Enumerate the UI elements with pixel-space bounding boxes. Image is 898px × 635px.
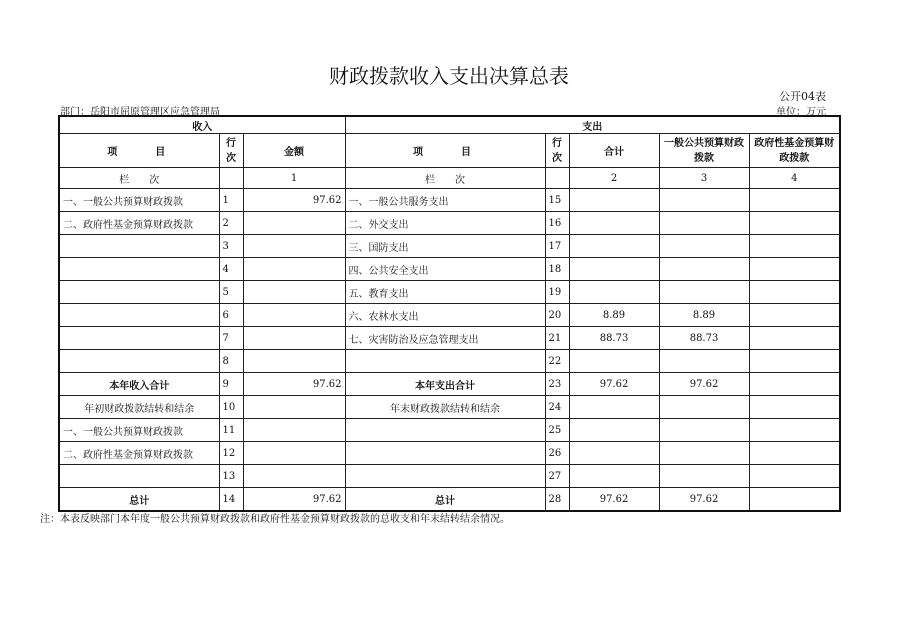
expense-item-cell: 四、公共安全支出	[345, 258, 545, 281]
gov-fund-cell	[749, 327, 840, 350]
gov-fund-cell	[749, 488, 840, 512]
expense-line-no-cell: 15	[545, 189, 569, 212]
expense-line-no-cell: 17	[545, 235, 569, 258]
expense-item-cell: 三、国防支出	[345, 235, 545, 258]
income-header: 收入	[59, 116, 345, 134]
expense-header: 支出	[345, 116, 840, 134]
income-amount-cell	[243, 396, 345, 419]
report-title: 财政拨款收入支出决算总表	[329, 64, 569, 88]
expense-item-cell: 总计	[345, 488, 545, 512]
expense-total-header: 合计	[569, 134, 659, 168]
expense-total-cell	[569, 419, 659, 442]
income-line-no-cell: 2	[219, 212, 243, 235]
expense-line-no-cell: 24	[545, 396, 569, 419]
expense-total-cell: 97.62	[569, 488, 659, 512]
table-row	[59, 419, 840, 442]
table-row	[59, 235, 840, 258]
income-amount-cell	[243, 350, 345, 373]
gov-fund-cell	[749, 373, 840, 396]
income-amount-cell	[243, 419, 345, 442]
income-amount-cell	[243, 212, 345, 235]
income-line-no-cell: 5	[219, 281, 243, 304]
income-line-no-cell: 6	[219, 304, 243, 327]
table-row	[59, 442, 840, 465]
income-amount-cell	[243, 281, 345, 304]
general-budget-header: 一般公共预算财政拨款	[659, 134, 749, 168]
gov-fund-header: 政府性基金预算财政拨款	[749, 134, 840, 168]
expense-item-cell: 五、教育支出	[345, 281, 545, 304]
income-line-no-cell: 10	[219, 396, 243, 419]
income-item-cell	[59, 350, 219, 373]
expense-line-no-cell: 19	[545, 281, 569, 304]
column-label: 栏 次	[345, 168, 545, 189]
income-amount-header: 金额	[243, 134, 345, 168]
table-row	[59, 304, 840, 327]
expense-line-no-cell: 18	[545, 258, 569, 281]
expense-total-cell: 88.73	[569, 327, 659, 350]
expense-total-cell	[569, 281, 659, 304]
income-item-cell: 总计	[59, 488, 219, 512]
gov-fund-cell	[749, 419, 840, 442]
table-row	[59, 327, 840, 350]
gov-fund-cell	[749, 465, 840, 488]
income-item-cell	[59, 327, 219, 350]
expense-total-cell	[569, 396, 659, 419]
gov-fund-cell	[749, 442, 840, 465]
expense-total-cell	[569, 212, 659, 235]
expense-line-no-cell: 26	[545, 442, 569, 465]
expense-total-cell	[569, 465, 659, 488]
income-line-no-cell: 14	[219, 488, 243, 512]
table-row	[59, 373, 840, 396]
general-budget-cell	[659, 281, 749, 304]
expense-total-cell	[569, 189, 659, 212]
general-budget-cell	[659, 350, 749, 373]
general-budget-cell	[659, 189, 749, 212]
income-amount-cell	[243, 258, 345, 281]
general-budget-cell: 97.62	[659, 373, 749, 396]
gov-fund-cell	[749, 258, 840, 281]
gov-fund-cell	[749, 304, 840, 327]
income-line-no-cell: 3	[219, 235, 243, 258]
footnote: 注：本表反映部门本年度一般公共预算财政拨款和政府性基金预算财政拨款的总收支和年末结转结余情况。	[40, 514, 510, 525]
expense-total-cell: 97.62	[569, 373, 659, 396]
general-budget-cell	[659, 212, 749, 235]
expense-item-cell	[345, 419, 545, 442]
table-row	[59, 396, 840, 419]
gov-fund-cell	[749, 350, 840, 373]
general-budget-cell	[659, 419, 749, 442]
form-number: 公开04表	[779, 90, 826, 103]
expense-item-header: 项 目	[345, 134, 545, 168]
income-line-no-cell: 11	[219, 419, 243, 442]
expense-item-cell	[345, 350, 545, 373]
unit-label: 单位：万元	[776, 107, 826, 118]
column-number-3: 3	[659, 168, 749, 189]
column-number-1: 1	[243, 168, 345, 189]
expense-line-no-cell: 21	[545, 327, 569, 350]
income-amount-cell: 97.62	[243, 373, 345, 396]
gov-fund-cell	[749, 281, 840, 304]
gov-fund-cell	[749, 189, 840, 212]
expense-item-cell: 六、农林水支出	[345, 304, 545, 327]
income-line-no-cell: 12	[219, 442, 243, 465]
general-budget-cell	[659, 465, 749, 488]
table-row	[59, 350, 840, 373]
expense-total-cell	[569, 258, 659, 281]
income-amount-cell	[243, 465, 345, 488]
expense-item-cell: 七、灾害防治及应急管理支出	[345, 327, 545, 350]
income-item-cell: 本年收入合计	[59, 373, 219, 396]
income-item-cell: 年初财政拨款结转和结余	[59, 396, 219, 419]
general-budget-cell	[659, 235, 749, 258]
income-item-cell: 一、一般公共预算财政拨款	[59, 419, 219, 442]
general-budget-cell: 97.62	[659, 488, 749, 512]
income-item-cell	[59, 465, 219, 488]
income-amount-cell	[243, 235, 345, 258]
table-row	[59, 465, 840, 488]
gov-fund-cell	[749, 235, 840, 258]
table-row	[59, 281, 840, 304]
income-amount-cell: 97.62	[243, 488, 345, 512]
income-line-no-cell: 8	[219, 350, 243, 373]
expense-total-cell	[569, 350, 659, 373]
department-label: 部门：岳阳市屈原管理区应急管理局	[60, 107, 220, 118]
income-amount-cell	[243, 442, 345, 465]
column-number-2: 2	[569, 168, 659, 189]
column-label: 栏 次	[59, 168, 219, 189]
expense-item-cell	[345, 442, 545, 465]
income-item-cell: 二、政府性基金预算财政拨款	[59, 212, 219, 235]
income-line-no-cell: 13	[219, 465, 243, 488]
income-line-no-cell: 4	[219, 258, 243, 281]
income-amount-cell: 97.62	[243, 189, 345, 212]
expense-item-cell: 本年支出合计	[345, 373, 545, 396]
income-line-no-cell: 9	[219, 373, 243, 396]
table-row	[59, 488, 840, 512]
table-row	[59, 189, 840, 212]
expense-item-cell	[345, 465, 545, 488]
gov-fund-cell	[749, 396, 840, 419]
expense-item-cell: 年末财政拨款结转和结余	[345, 396, 545, 419]
income-item-cell	[59, 258, 219, 281]
income-amount-cell	[243, 304, 345, 327]
income-amount-cell	[243, 327, 345, 350]
income-line-no-header: 行次	[219, 134, 243, 168]
income-item-cell	[59, 304, 219, 327]
income-item-header: 项 目	[59, 134, 219, 168]
general-budget-cell: 88.73	[659, 327, 749, 350]
expense-total-cell: 8.89	[569, 304, 659, 327]
general-budget-cell	[659, 396, 749, 419]
income-line-no-cell: 1	[219, 189, 243, 212]
expense-line-no-cell: 22	[545, 350, 569, 373]
expense-total-cell	[569, 235, 659, 258]
expense-line-no-cell: 23	[545, 373, 569, 396]
general-budget-cell	[659, 258, 749, 281]
income-item-cell	[59, 235, 219, 258]
expense-line-no-cell: 20	[545, 304, 569, 327]
income-item-cell: 一、一般公共预算财政拨款	[59, 189, 219, 212]
expense-line-no-cell: 27	[545, 465, 569, 488]
expense-line-no-header: 行次	[545, 134, 569, 168]
table-row	[59, 258, 840, 281]
expense-line-no-cell: 28	[545, 488, 569, 512]
general-budget-cell	[659, 442, 749, 465]
gov-fund-cell	[749, 212, 840, 235]
expense-item-cell: 二、外交支出	[345, 212, 545, 235]
column-number-4: 4	[749, 168, 840, 189]
expense-line-no-cell: 25	[545, 419, 569, 442]
table-row	[59, 212, 840, 235]
expense-item-cell: 一、一般公共服务支出	[345, 189, 545, 212]
general-budget-cell: 8.89	[659, 304, 749, 327]
expense-line-no-cell: 16	[545, 212, 569, 235]
expense-total-cell	[569, 442, 659, 465]
income-line-no-cell: 7	[219, 327, 243, 350]
budget-summary-table	[58, 115, 841, 512]
income-item-cell	[59, 281, 219, 304]
income-item-cell: 二、政府性基金预算财政拨款	[59, 442, 219, 465]
